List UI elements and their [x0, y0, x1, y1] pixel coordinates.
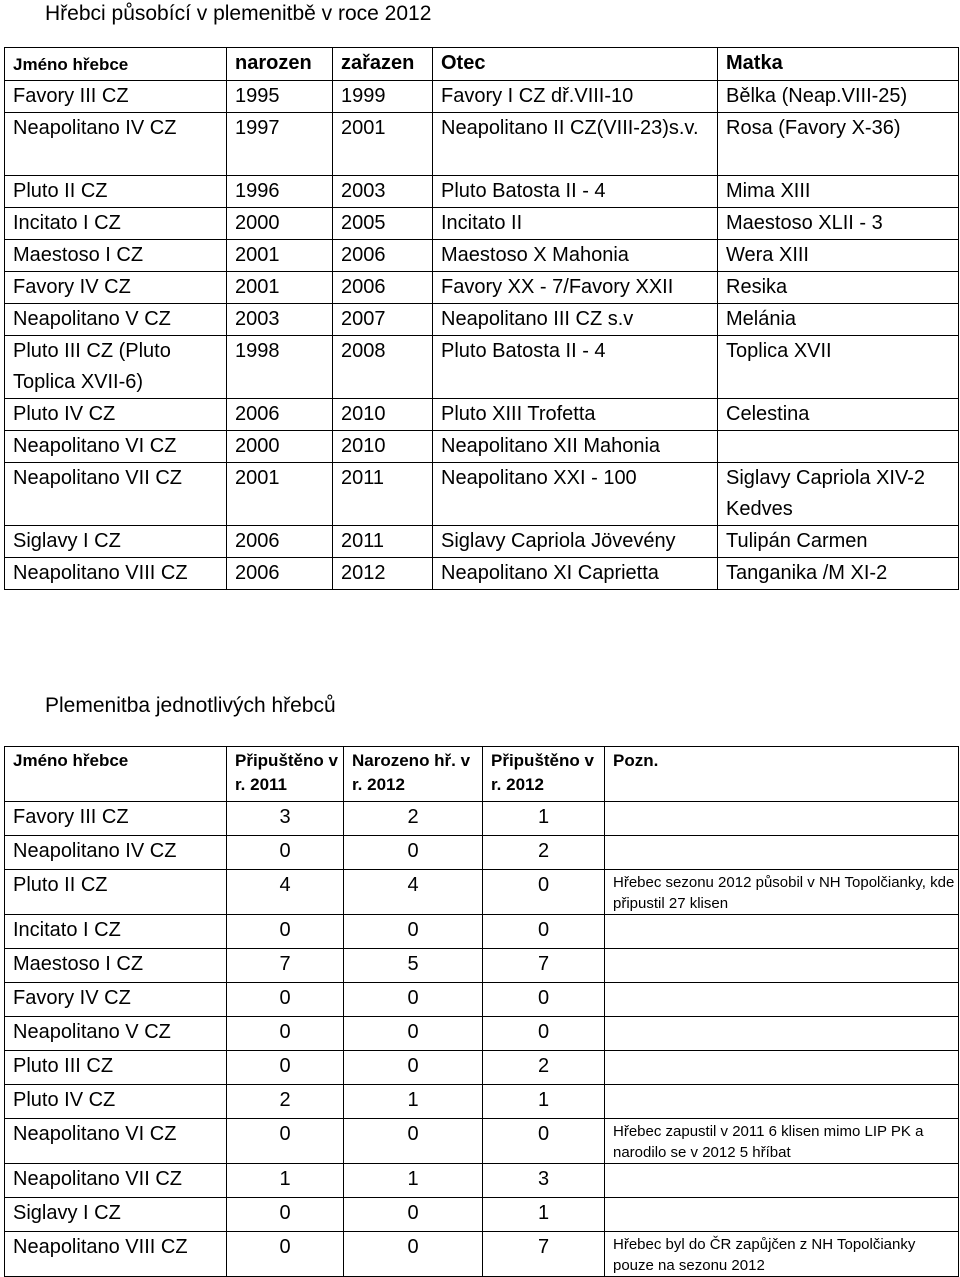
- table-row: [5, 81, 959, 113]
- table-cell: 0: [344, 1119, 483, 1164]
- column-header: narozen: [227, 48, 333, 81]
- note-cell: [605, 1164, 959, 1198]
- table-cell: Mima XIII: [718, 176, 959, 208]
- table-cell: Neapolitano VIII CZ: [5, 1232, 227, 1277]
- table-row: [5, 558, 959, 590]
- table-cell: 1: [344, 1085, 483, 1119]
- table-cell: Favory IV CZ: [5, 272, 227, 304]
- note-cell: [605, 836, 959, 870]
- table-cell: 0: [344, 836, 483, 870]
- table-cell: Pluto II CZ: [5, 176, 227, 208]
- table-cell: 1: [227, 1164, 344, 1198]
- table-cell: 2011: [333, 463, 433, 526]
- table-cell: Bělka (Neap.VIII-25): [718, 81, 959, 113]
- table-cell: Pluto III CZ: [5, 1051, 227, 1085]
- table-row: [5, 463, 959, 526]
- table-row: [5, 399, 959, 431]
- table-cell: Resika: [718, 272, 959, 304]
- table-cell: 2001: [227, 240, 333, 272]
- table-cell: 2011: [333, 526, 433, 558]
- table-cell: Neapolitano VI CZ: [5, 1119, 227, 1164]
- note-cell: [605, 983, 959, 1017]
- table-row: [5, 915, 959, 949]
- table-cell: 0: [344, 1051, 483, 1085]
- table-cell: Siglavy I CZ: [5, 526, 227, 558]
- table-cell: 0: [483, 1017, 605, 1051]
- table-cell: 1999: [333, 81, 433, 113]
- section2-title: Plemenitba jednotlivých hřebců: [45, 694, 336, 717]
- table-cell: Pluto Batosta II - 4: [433, 176, 718, 208]
- table-cell: Toplica XVII: [718, 336, 959, 399]
- table-cell: 1998: [227, 336, 333, 399]
- table-cell: 1: [483, 1085, 605, 1119]
- column-header: Narozeno hř. v r. 2012: [344, 747, 483, 802]
- table-row: [5, 836, 959, 870]
- table-cell: 0: [483, 870, 605, 915]
- table-cell: Siglavy Capriola XIV-2 Kedves: [718, 463, 959, 526]
- table-cell: Pluto Batosta II - 4: [433, 336, 718, 399]
- table-cell: 4: [344, 870, 483, 915]
- note-cell: Hřebec sezonu 2012 působil v NH Topolčianky, kde připustil 27 klisen: [605, 870, 959, 915]
- table-cell: Neapolitano V CZ: [5, 1017, 227, 1051]
- table-cell: 5: [344, 949, 483, 983]
- table-row: [5, 272, 959, 304]
- table-cell: Neapolitano II CZ(VIII-23)s.v.: [433, 113, 718, 176]
- table-cell: Maestoso XLII - 3: [718, 208, 959, 240]
- table-cell: 7: [483, 949, 605, 983]
- table-cell: 2008: [333, 336, 433, 399]
- table-cell: 1997: [227, 113, 333, 176]
- table-cell: Wera XIII: [718, 240, 959, 272]
- table-cell: 2006: [227, 526, 333, 558]
- table-cell: 7: [227, 949, 344, 983]
- section1-title: Hřebci působící v plemenitbě v roce 2012: [45, 2, 432, 25]
- table-cell: 2000: [227, 431, 333, 463]
- table-cell: 2007: [333, 304, 433, 336]
- table-cell: Pluto IV CZ: [5, 1085, 227, 1119]
- table-cell: Incitato II: [433, 208, 718, 240]
- table-cell: Neapolitano XI Caprietta: [433, 558, 718, 590]
- table-row: [5, 208, 959, 240]
- table-row: [5, 336, 959, 399]
- table-cell: 0: [483, 915, 605, 949]
- table-cell: Pluto XIII Trofetta: [433, 399, 718, 431]
- table-row: [5, 526, 959, 558]
- table-cell: 3: [227, 802, 344, 836]
- table-row: [5, 983, 959, 1017]
- table-cell: 0: [483, 983, 605, 1017]
- table-cell: 1996: [227, 176, 333, 208]
- table-cell: 4: [227, 870, 344, 915]
- note-cell: Hřebec byl do ČR zapůjčen z NH Topolčianky pouze na sezonu 2012: [605, 1232, 959, 1277]
- table-cell: Tanganika /M XI-2: [718, 558, 959, 590]
- table-row: [5, 1232, 959, 1277]
- table-cell: 2001: [227, 272, 333, 304]
- stallions-table: [4, 47, 959, 590]
- table-cell: 2003: [333, 176, 433, 208]
- table-cell: 2010: [333, 431, 433, 463]
- table-cell: 2001: [333, 113, 433, 176]
- table-row: [5, 1085, 959, 1119]
- table-row: [5, 949, 959, 983]
- table-cell: 2006: [227, 399, 333, 431]
- table-cell: 2: [344, 802, 483, 836]
- note-cell: [605, 1051, 959, 1085]
- table-cell: Neapolitano V CZ: [5, 304, 227, 336]
- table-cell: 2006: [333, 272, 433, 304]
- table-cell: [718, 431, 959, 463]
- note-cell: [605, 949, 959, 983]
- table-cell: Neapolitano VIII CZ: [5, 558, 227, 590]
- table-cell: 0: [344, 1017, 483, 1051]
- table-cell: 1: [483, 1198, 605, 1232]
- table-cell: 2006: [333, 240, 433, 272]
- table-cell: 0: [344, 1232, 483, 1277]
- table-header-row: [5, 48, 959, 81]
- table-row: [5, 1119, 959, 1164]
- table-cell: 2012: [333, 558, 433, 590]
- table-cell: Neapolitano VII CZ: [5, 463, 227, 526]
- table-cell: 0: [483, 1119, 605, 1164]
- table-cell: Maestoso I CZ: [5, 240, 227, 272]
- table-cell: 2003: [227, 304, 333, 336]
- column-header: Připuštěno v r. 2012: [483, 747, 605, 802]
- note-cell: [605, 1198, 959, 1232]
- table-cell: 3: [483, 1164, 605, 1198]
- table-cell: 2000: [227, 208, 333, 240]
- table-cell: Favory XX - 7/Favory XXII: [433, 272, 718, 304]
- table-cell: Neapolitano IV CZ: [5, 836, 227, 870]
- table-cell: 2001: [227, 463, 333, 526]
- table-row: [5, 1051, 959, 1085]
- table-row: [5, 240, 959, 272]
- table-cell: Favory III CZ: [5, 81, 227, 113]
- table-cell: Melánia: [718, 304, 959, 336]
- table-cell: Pluto IV CZ: [5, 399, 227, 431]
- table-cell: 0: [344, 915, 483, 949]
- table-cell: 2: [483, 836, 605, 870]
- column-header: Pozn.: [605, 747, 959, 802]
- table-cell: Neapolitano XII Mahonia: [433, 431, 718, 463]
- column-header: Jméno hřebce: [5, 747, 227, 802]
- table-cell: Favory I CZ dř.VIII-10: [433, 81, 718, 113]
- table-header-row: [5, 747, 959, 802]
- table-cell: 1: [483, 802, 605, 836]
- table-cell: 0: [227, 983, 344, 1017]
- table-cell: 0: [344, 1198, 483, 1232]
- table-cell: 0: [227, 1119, 344, 1164]
- note-cell: Hřebec zapustil v 2011 6 klisen mimo LIP PK a narodilo se v 2012 5 hříbat: [605, 1119, 959, 1164]
- table-cell: Neapolitano XXI - 100: [433, 463, 718, 526]
- note-cell: [605, 915, 959, 949]
- column-header: Otec: [433, 48, 718, 81]
- table-cell: 2010: [333, 399, 433, 431]
- breeding-table: [4, 746, 959, 1277]
- column-header: Jméno hřebce: [5, 48, 227, 81]
- table-cell: Favory IV CZ: [5, 983, 227, 1017]
- table-cell: 0: [227, 1017, 344, 1051]
- table-cell: 1995: [227, 81, 333, 113]
- table-cell: Favory III CZ: [5, 802, 227, 836]
- note-cell: [605, 1085, 959, 1119]
- table-cell: Neapolitano IV CZ: [5, 113, 227, 176]
- table-cell: 2: [227, 1085, 344, 1119]
- table-cell: 2005: [333, 208, 433, 240]
- table-cell: Maestoso X Mahonia: [433, 240, 718, 272]
- table-cell: 0: [227, 915, 344, 949]
- table-row: [5, 870, 959, 915]
- table-cell: 2006: [227, 558, 333, 590]
- table-cell: 7: [483, 1232, 605, 1277]
- table-row: [5, 1017, 959, 1051]
- table-cell: 0: [344, 983, 483, 1017]
- table-cell: Celestina: [718, 399, 959, 431]
- table-cell: Rosa (Favory X-36): [718, 113, 959, 176]
- note-cell: [605, 802, 959, 836]
- table-row: [5, 1164, 959, 1198]
- table-row: [5, 113, 959, 176]
- table-cell: Incitato I CZ: [5, 208, 227, 240]
- note-cell: [605, 1017, 959, 1051]
- table-cell: Neapolitano VII CZ: [5, 1164, 227, 1198]
- table-cell: 0: [227, 1198, 344, 1232]
- table-cell: Pluto III CZ (Pluto Toplica XVII-6): [5, 336, 227, 399]
- table-cell: 2: [483, 1051, 605, 1085]
- table-cell: 0: [227, 836, 344, 870]
- table-row: [5, 431, 959, 463]
- table-cell: Siglavy Capriola Jövevény: [433, 526, 718, 558]
- table-cell: Maestoso I CZ: [5, 949, 227, 983]
- column-header: Připuštěno v r. 2011: [227, 747, 344, 802]
- table-cell: Pluto II CZ: [5, 870, 227, 915]
- table-cell: Neapolitano VI CZ: [5, 431, 227, 463]
- table-cell: 0: [227, 1051, 344, 1085]
- table-cell: Siglavy I CZ: [5, 1198, 227, 1232]
- column-header: zařazen: [333, 48, 433, 81]
- table-cell: Tulipán Carmen: [718, 526, 959, 558]
- table-cell: 1: [344, 1164, 483, 1198]
- table-cell: 0: [227, 1232, 344, 1277]
- table-row: [5, 1198, 959, 1232]
- table-cell: Incitato I CZ: [5, 915, 227, 949]
- table-row: [5, 176, 959, 208]
- table-row: [5, 802, 959, 836]
- table-row: [5, 304, 959, 336]
- table-cell: Neapolitano III CZ s.v: [433, 304, 718, 336]
- column-header: Matka: [718, 48, 959, 81]
